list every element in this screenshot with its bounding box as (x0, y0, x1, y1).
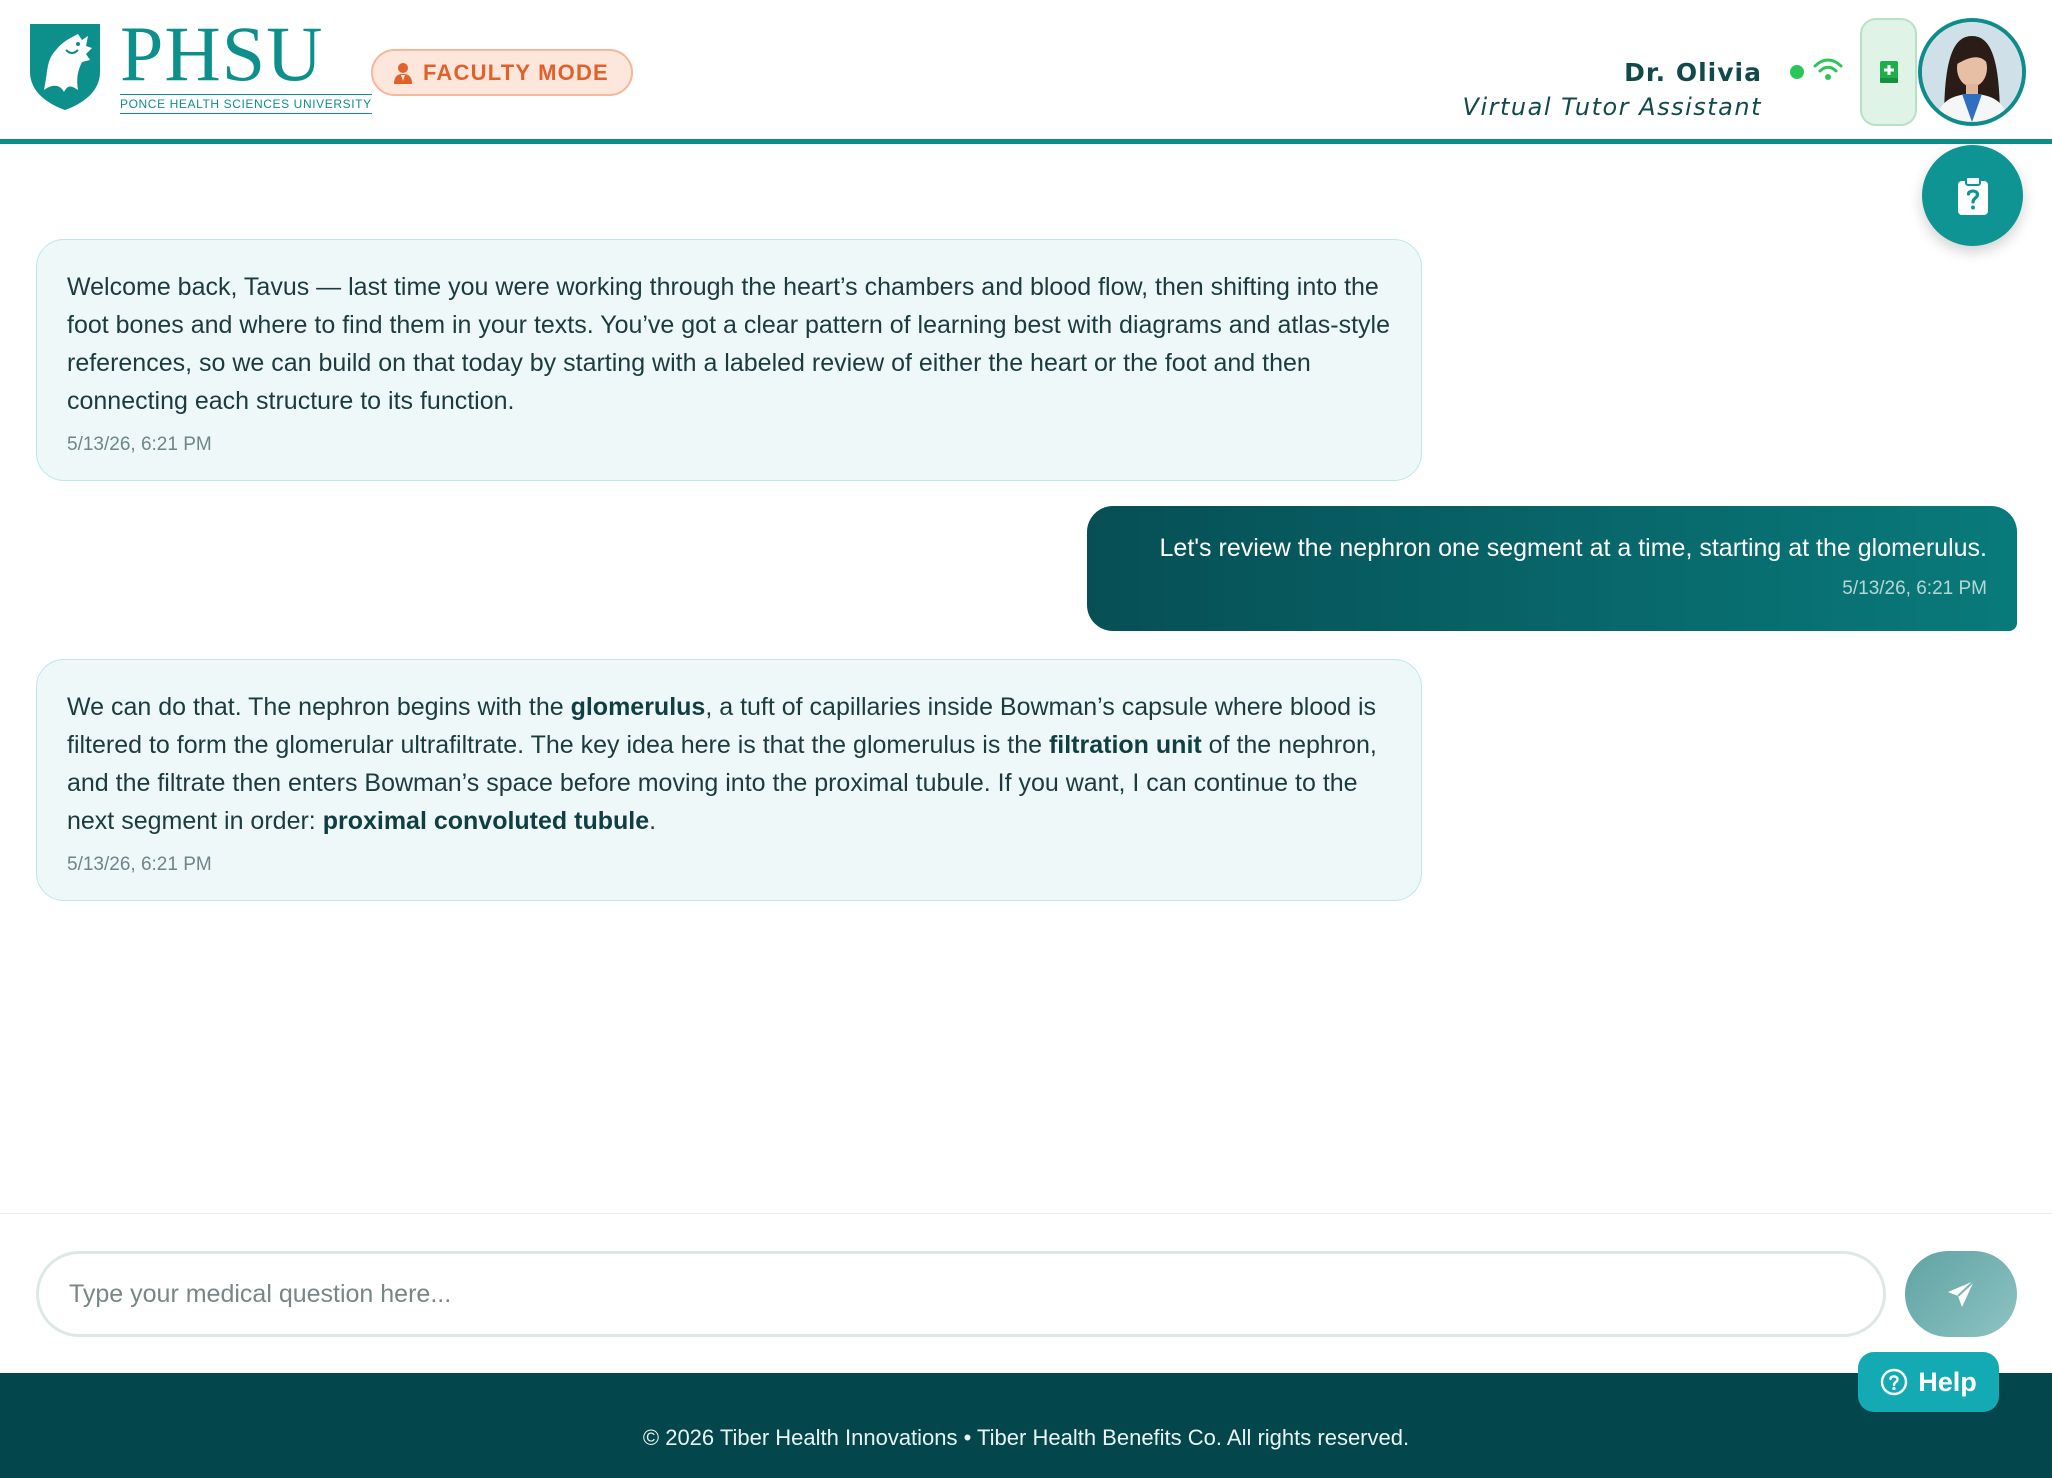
app-header (0, 0, 2052, 144)
wifi-icon (1813, 56, 1843, 82)
user-message (1087, 506, 2017, 631)
medical-book-button[interactable] (1860, 18, 1917, 126)
message-text-part: of the nephron, and the filtrate then enters Bowman’s space before moving into the proximal tubule. If you want, I can continue to the next segment in order: (67, 731, 1377, 835)
message-timestamp: 5/13/26, 6:21 PM (67, 854, 212, 875)
tutor-info (1463, 56, 1762, 124)
message-text-part: We can do that. The nephron begins with the (67, 693, 571, 721)
message-text-part: , a tuft of capillaries inside Bowman’s capsule where blood is filtered to form the glomerular ultrafiltrate. The key idea here is that the glomerulus is the (67, 693, 1377, 759)
tutor-avatar[interactable] (1918, 18, 2026, 126)
faculty-mode-badge[interactable] (371, 49, 633, 96)
send-button[interactable] (1905, 1251, 2017, 1337)
lion-shield-icon (26, 20, 104, 112)
question-circle-icon (1880, 1368, 1908, 1396)
tutor-role: Virtual Tutor Assistant (1462, 93, 1762, 121)
composer-divider (0, 1213, 2052, 1214)
assistant-message (36, 659, 1422, 901)
message-input[interactable] (36, 1251, 1886, 1337)
quiz-button[interactable] (1922, 145, 2023, 246)
message-timestamp: 5/13/26, 6:21 PM (1842, 578, 1987, 599)
logo-subtitle: PONCE HEALTH SCIENCES UNIVERSITY (120, 94, 372, 114)
message-text: Welcome back, Tavus — last time you were working through the heart’s chambers and blood flow, then shifting into the foot bones and where to find them in your texts. You’ve got a clear pattern of learning best with diagrams and atlas-style references, so we can build on that today by starting with a labeled review of either the heart or the foot and then connecting each structure to its function. (67, 273, 1390, 415)
paper-plane-icon (1946, 1279, 1976, 1309)
bold-term-proximal-tubule: proximal convoluted tubule (322, 807, 650, 835)
person-icon (393, 62, 413, 84)
logo-wordmark: PHSU (120, 10, 324, 97)
footer-copyright: © 2026 Tiber Health Innovations • Tiber Health Benefits Co. All rights reserved. (642, 1424, 1410, 1450)
message-text (67, 688, 1391, 840)
phsu-logo[interactable] (26, 10, 372, 114)
online-dot-icon (1790, 65, 1804, 79)
bold-term-glomerulus: glomerulus (570, 693, 706, 721)
clipboard-question-icon (1956, 176, 1990, 216)
tutor-portrait-icon (1922, 22, 2022, 122)
page-footer (0, 1373, 2052, 1478)
help-button[interactable] (1858, 1352, 1999, 1412)
help-label: Help (1918, 1366, 1977, 1397)
tutor-name: Dr. Olivia (1624, 58, 1762, 87)
bold-term-filtration-unit: filtration unit (1048, 731, 1202, 759)
message-text: Let's review the nephron one segment at a time, starting at the glomerulus. (1159, 534, 1987, 562)
message-timestamp: 5/13/26, 6:21 PM (67, 434, 212, 455)
assistant-message (36, 239, 1422, 481)
medical-book-icon (1878, 60, 1900, 84)
faculty-mode-label: FACULTY MODE (423, 59, 609, 85)
message-text-part: . (649, 807, 657, 835)
